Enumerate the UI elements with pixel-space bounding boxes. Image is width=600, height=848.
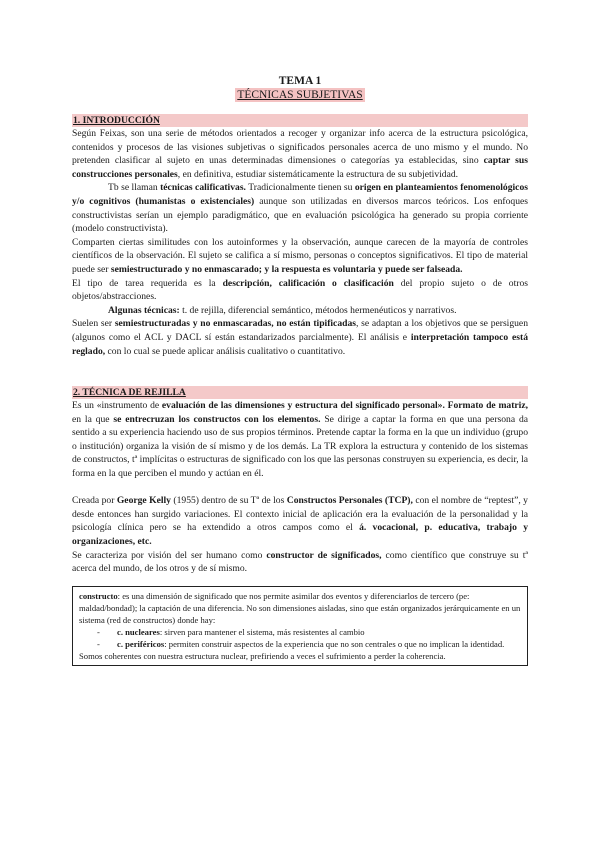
list-item: - c. periféricos: permiten construir aspectos de la experiencia que no son centrales o que no implican la identidad.: [117, 638, 521, 650]
document-page: [72, 70, 528, 666]
intro-paragraph-6: Suelen ser semiestructuradas y no enmascaradas, no están tipificadas, se adaptan a los objetivos que se persiguen (algunos como el ACL y DACL sí están estandarizados parcialmente). El análisis e interpretación tampoco está reglado, con lo cual se puede aplicar análisis cualitativo o cuantitativo.: [72, 318, 529, 357]
subtitle-wrap: [72, 88, 528, 114]
box-definition: constructo: es una dimensión de significado que nos permite asimilar dos eventos y diferenciarlos de tercero (pe: maldad/bondad); la captación de una diferencia. No son dimensiones aisladas, sino que están organizados jerárquicamente en un sistema (red de constructos) donde hay:: [79, 590, 521, 625]
rejilla-paragraph-3: Se caracteriza por visión del ser humano como constructor de significados, como científico que construye su tª acerca del mundo, de los otros y de sí mismo.: [72, 549, 528, 575]
list-item: - c. nucleares: sirven para mantener el sistema, más resistentes al cambio: [117, 626, 521, 638]
spacer: [72, 358, 528, 386]
rejilla-paragraph-2: Creada por George Kelly (1955) dentro de su Tª de los Constructos Personales (TCP), con el nombre de “reptest”, y desde entonces han surgido variaciones. El contexto inicial de aplicación era la evaluación de la personalidad y la psicología clínica pero se ha extendido a otros campos como el á. vocacional, p. educativa, trabajo y organizaciones, etc.: [72, 495, 528, 548]
definition-box: [72, 586, 528, 666]
section-heading-rejilla: 2. TÉCNICA DE REJILLA: [72, 386, 528, 399]
intro-paragraph-3: Comparten ciertas similitudes con los autoinformes y la observación, aunque carecen de la mayoría de controles científicos de la observación. El sujeto se califica a sí mismo, personas o conceptos significativos. El tipo de material puede ser semiestructurado y no enmascarado; y la respuesta es voluntaria y puede ser falseada.: [72, 236, 528, 275]
intro-paragraph-1: Según Feixas, son una serie de métodos orientados a recoger y organizar info acerca de la estructura psicológica, contenidos y procesos de las visiones subjetivas o significados personales acerca de uno mismo y el mundo. No pretenden clasificar al sujeto en unas determinadas dimensiones o categorías ya establecidas, sino captar sus construcciones personales, en definitiva, estudiar sistemáticamente la estructura de su subjetividad.: [72, 128, 528, 180]
box-list: [79, 626, 521, 650]
spacer: [72, 481, 528, 495]
intro-paragraph-4: El tipo de tarea requerida es la descripción, calificación o clasificación del propio sujeto o de otros objetos/abstracciones.: [72, 277, 528, 303]
rejilla-paragraph-1: Es un «instrumento de evaluación de las dimensiones y estructura del significado personal». Formato de matriz, en la que se entrecruzan los constructos con los elementos. Se dirige a captar la forma en que una persona da sentido a su experiencia haciendo uso de sus propios términos. Pretende captar la forma en la que un individuo (grupo o institución) organiza la visión de sí mismo y de los demás. La TR explora la estructura y contenido de los sistemas de constructos, tª implícitas o estructuras de significado con los que las personas construyen su experiencia, es decir, la forma en la que perciben el mundo y actúan en él.: [72, 400, 529, 480]
section-heading-intro: 1. INTRODUCCIÓN: [72, 114, 528, 127]
box-closing: Somos coherentes con nuestra estructura nuclear, prefiriendo a veces el sufrimiento a perder la coherencia.: [79, 650, 446, 661]
page-subtitle: TÉCNICAS SUBJETIVAS: [237, 89, 363, 101]
intro-paragraph-5: Algunas técnicas: t. de rejilla, diferencial semántico, métodos hermenéuticos y narrativos.: [108, 304, 457, 316]
intro-paragraph-2: Tb se llaman técnicas calificativas. Tradicionalmente tienen su origen en planteamientos fenomenológicos y/o cognitivos (humanistas o existenciales) aunque son utilizadas en diversos marcos teóricos. Los enfoques constructivistas serían un ejemplo paradigmático, que en evaluación psicológica ha generado su propia corriente (modelo constructivista).: [72, 182, 529, 235]
page-title: TEMA 1: [278, 75, 322, 87]
